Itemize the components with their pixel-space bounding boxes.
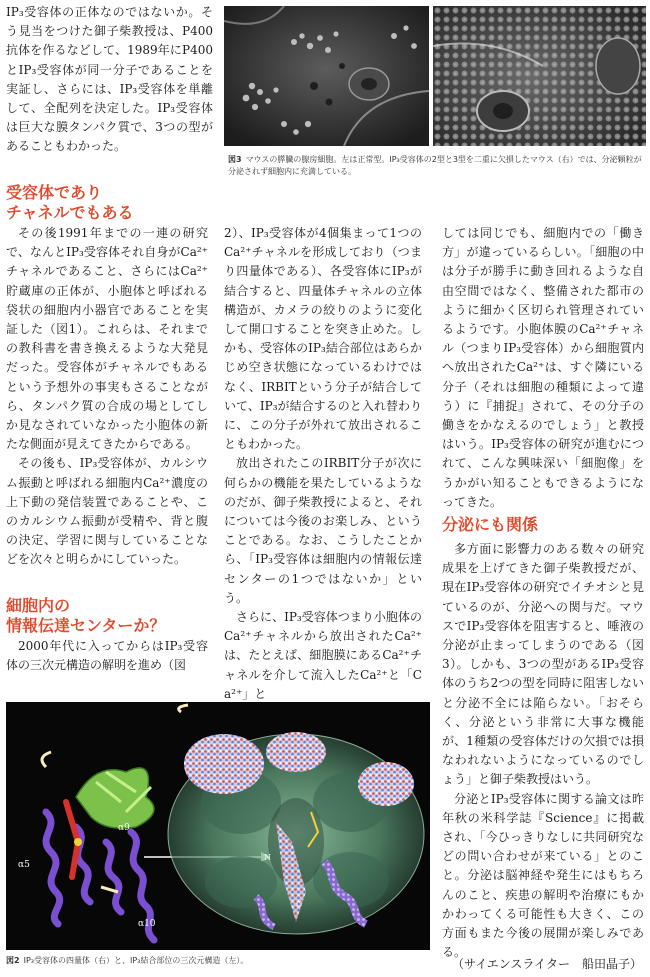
col2-paragraph: 放出されたこのIRBIT分子が次に何らかの機能を果たしているようなのだが、御子柴教授によると、それについては今後のお楽しみ、ということである。なお、こうしたことから、「IP₃受容体は細胞内の情報伝達センターの1つではないか」という。 — [224, 456, 422, 605]
section-heading-receptor-channel — [6, 183, 134, 223]
col3-bottom-paragraph: 分泌とIP₃受容体に関する論文は昨年秋の米科学誌『Science』に掲載され、「今ひっきりなしに共同研究などの問い合わせが来ている」とのこと。分泌は脳神経や発生にはもちろんのこと、疾患の解明や治療にもかかわってくる可能性も大きく、この方面もまた今後の展開が楽しみである。 — [442, 791, 644, 960]
author-byline: （サイエンスライター 船田晶子） — [452, 957, 642, 971]
figure3-label: 図3 — [228, 155, 242, 164]
col3-bottom-paragraph: 多方面に影響力のある数々の研究成果を上げてきた御子柴教授だが、現在IP₃受容体の研究でイチオシと見ているのが、分泌への関与だ。マウスでIP₃受容体を阻害すると、唾液の分泌が止まってしまうのである（図3）。しかも、3つの型があるIP₃受容体のうち2つの型を同時に阻害しないと分泌不全には陥らない。「おそらく、分泌という非常に大事な機能が、1種類の受容体だけの欠損では損なわれないようになっているのでしょう」と御子柴教授はいう。 — [442, 542, 644, 787]
figure3-micrograph-knockout — [433, 6, 646, 146]
section-heading-1-line1: 受容体であり — [6, 183, 103, 202]
ribbon-green — [76, 768, 154, 828]
figure3-micrograph-normal — [224, 6, 429, 146]
col1-bottom-paragraph: 2000年代に入ってからはIP₃受容体の三次元構造の解明を進め（図 — [6, 639, 208, 673]
figure2-drawing — [6, 702, 430, 950]
section-heading-2-line2: 情報伝達センターか？ — [6, 616, 166, 635]
figure2-caption — [6, 955, 430, 967]
column-3 — [442, 224, 644, 512]
column-1-bottom — [6, 637, 208, 675]
col1-paragraph: その後1991年までの一連の研究で、なんとIP₃受容体それ自身がCa²⁺チャネルであること、さらにはCa²⁺貯蔵庫の正体が、小胞体と呼ばれる袋状の細胞内小器官であることを実証した（図1）。これらは、それまでの教科書を書き換えるような大発見だった。受容体がチャネルでもあるという予想外の事実もさることながら、タンパク質の合成の場としてしか見なされていなかった小胞体の新たな側面が見えてきたからである。 — [6, 226, 208, 452]
col3-paragraph: しては同じでも、細胞内での「働き方」が違っているらしい。「細胞の中は分子が勝手に動き回れるような自由空間ではなく、整備された都市のように細かく区切られ管理されているようです。小胞体膜のCa²⁺チャネル（つまりIP₃受容体）から細胞質内へ放出されたCa²⁺は、すぐ隣にいる分子（それは細胞の種類によって違う）に『捕捉』されて、その分子の働きをかなえるのでしょう」と教授はいう。IP₃受容体の研究が進むにつれて、こんな興味深い「細胞像」をうかがい知ることもできるようになってきた。 — [442, 226, 644, 509]
section-heading-3: 分泌にも関係 — [442, 515, 539, 534]
intro-paragraph: IP₃受容体の正体なのではないか。そう見当をつけた御子柴教授は、P400抗体を作るなどして、1989年にP400とIP₃受容体が同一分子であることを実証し、さらには、IP₃受容体を単離して、全配列を決定した。IP₃受容体は巨大な膜タンパク質で、3つの型があることもわかった。 — [6, 5, 213, 154]
label-alpha9: α9 — [118, 823, 130, 833]
section-heading-secretion — [442, 515, 538, 535]
column-3-bottom — [442, 540, 644, 962]
figure2-structure-image — [6, 702, 430, 950]
intro-column — [6, 3, 213, 157]
col1-paragraph: その後も、IP₃受容体が、カルシウム振動と呼ばれる細胞内Ca²⁺濃度の上下動の発信装置であることや、このカルシウム振動が受精や、背と腹の決定、学習に関与していることなどを次々と明らかにしていった。 — [6, 456, 208, 567]
label-alpha10: α10 — [138, 919, 156, 929]
column-2 — [224, 224, 422, 704]
label-n-terminus: N — [264, 853, 271, 862]
section-heading-1-line2: チャネルでもある — [6, 203, 134, 222]
em-normal-drawing — [224, 6, 429, 146]
em-knockout-drawing — [433, 6, 646, 146]
section-heading-2-line1: 細胞内の — [6, 596, 71, 615]
figure2-caption-text: IP₃受容体の四量体（右）と、IP₃結合部位の三次元構造（左）。 — [23, 956, 249, 965]
col2-paragraph: 2）、IP₃受容体が4個集まって1つのCa²⁺チャネルを形成しており（つまり四量体である）、各受容体にIP₃が結合すると、四量体チャネルの立体構造が、カメラの絞りのように変化して開口することを突き止めた。しかも、受容体のIP₃結合部位はあらかじめ空き状態になっているわけではなく、IRBITという分子が結合していて、IP₃が結合するのと入れ替わりに、この分子が外れて放出されることもわかった。 — [224, 226, 422, 452]
figure3-caption-text: マウスの膵臓の腺房細胞。左は正常型。IP₃受容体の2型と3型を二重に欠損したマウス（右）では、分泌顆粒が分泌されず細胞内に充満している。 — [228, 155, 642, 176]
label-c-terminus: C — [296, 900, 303, 909]
label-alpha5: α5 — [18, 860, 30, 870]
figure3-caption — [228, 154, 646, 178]
column-1 — [6, 224, 208, 570]
figure2-label: 図2 — [6, 956, 20, 965]
col2-paragraph: さらに、IP₃受容体つまり小胞体のCa²⁺チャネルから放出されたCa²⁺は、たとえば、細胞膜にあるCa²⁺チャネルを介して流入したCa²⁺と「Ca²⁺」と — [224, 610, 422, 701]
section-heading-info-center — [6, 596, 165, 636]
